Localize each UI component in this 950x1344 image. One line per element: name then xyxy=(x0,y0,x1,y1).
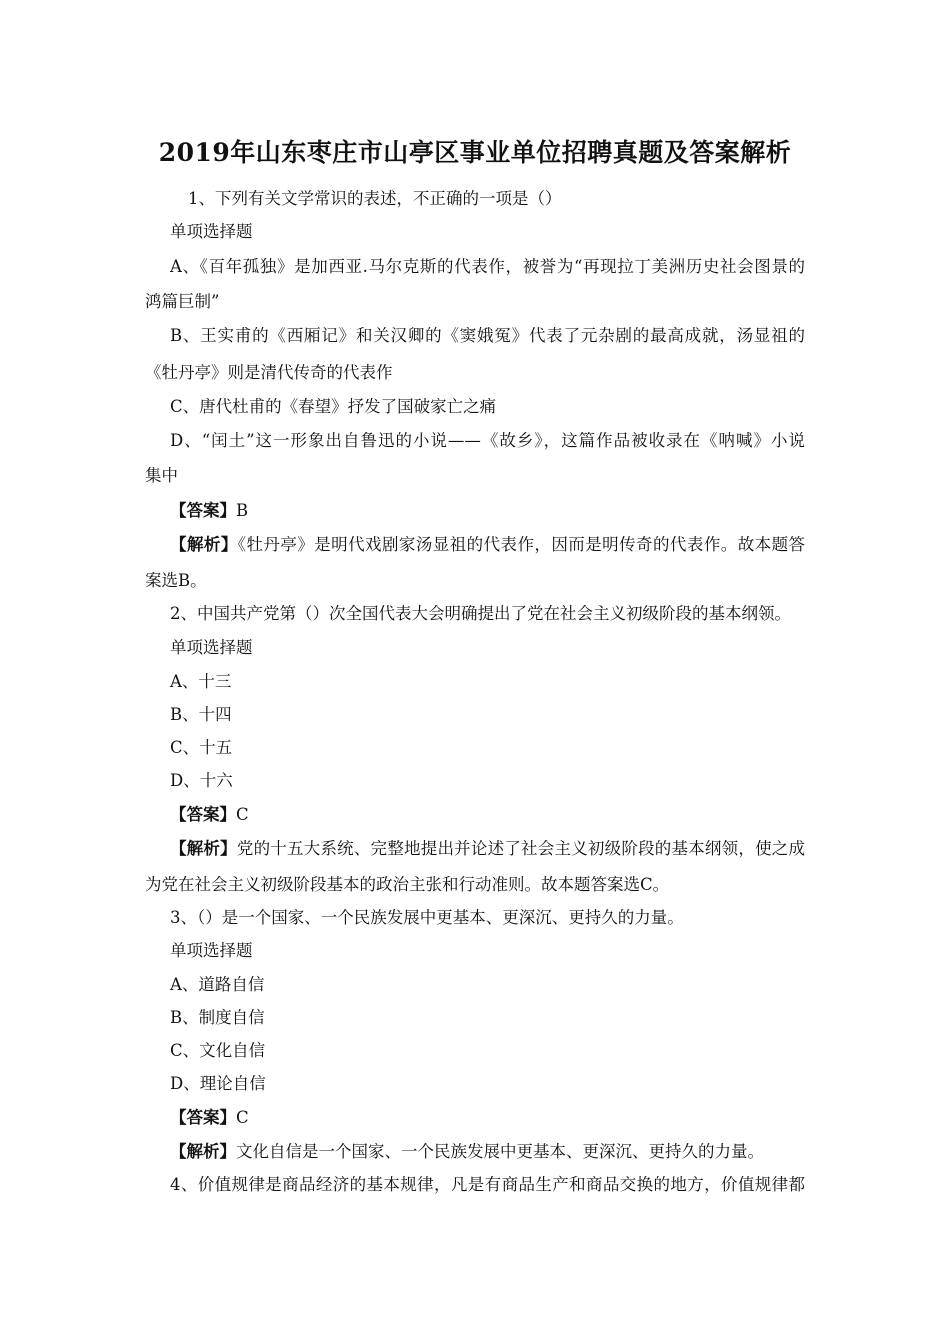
q3-option-b: B、制度自信 xyxy=(170,1008,265,1027)
q2-option-a: A、十三 xyxy=(170,672,232,691)
q2-analysis-label: 【解析】 xyxy=(170,839,237,858)
q2-answer xyxy=(170,805,249,825)
q1-option-c: C、唐代杜甫的《春望》抒发了国破家亡之痛 xyxy=(170,397,497,416)
q1-type: 单项选择题 xyxy=(170,222,253,241)
q2-option-c: C、十五 xyxy=(170,738,233,757)
q2-stem: 2、中国共产党第（）次全国代表大会明确提出了党在社会主义初级阶段的基本纲领。 xyxy=(170,604,791,623)
q1-answer-label: 【答案】 xyxy=(170,501,236,520)
q3-option-a: A、道路自信 xyxy=(170,975,265,994)
q3-analysis-line1 xyxy=(170,1142,764,1162)
q2-analysis-line1 xyxy=(170,839,805,859)
q2-answer-value: C xyxy=(236,805,249,824)
q2-analysis-line2: 为党在社会主义初级阶段基本的政治主张和行动准则。故本题答案选C。 xyxy=(145,875,670,894)
q3-answer-label: 【答案】 xyxy=(170,1108,236,1127)
q1-analysis-label: 【解析】 xyxy=(170,535,238,554)
q1-analysis-line2: 案选B。 xyxy=(145,571,207,590)
q1-analysis-text: 《牡丹亭》是明代戏剧家汤显祖的代表作，因而是明传奇的代表作。故本题答 xyxy=(237,535,806,554)
q4-stem-line1: 4、价值规律是商品经济的基本规律，凡是有商品生产和商品交换的地方，价值规律都 xyxy=(170,1175,805,1194)
q2-analysis-text: 党的十五大系统、完整地提出并论述了社会主义初级阶段的基本纲领，使之成 xyxy=(236,839,806,858)
q1-option-a-line1: A、《百年孤独》是加西亚.马尔克斯的代表作，被誉为“再现拉丁美洲历史社会图景的 xyxy=(170,257,805,276)
q2-answer-label: 【答案】 xyxy=(170,805,236,824)
q3-analysis-label: 【解析】 xyxy=(170,1142,236,1161)
q3-answer-value: C xyxy=(236,1108,249,1127)
q3-option-c: C、文化自信 xyxy=(170,1041,266,1060)
q2-option-b: B、十四 xyxy=(170,705,232,724)
document-title: 2019年山东枣庄市山亭区事业单位招聘真题及答案解析 xyxy=(158,138,792,167)
q1-stem: 1、下列有关文学常识的表述，不正确的一项是（） xyxy=(188,189,562,208)
q3-answer xyxy=(170,1108,249,1128)
q1-option-a-line2: 鸿篇巨制” xyxy=(145,292,220,311)
q1-option-b-line2: 《牡丹亭》则是清代传奇的代表作 xyxy=(145,363,393,382)
q1-answer xyxy=(170,501,248,521)
q2-option-d: D、十六 xyxy=(170,771,233,790)
q3-option-d: D、理论自信 xyxy=(170,1074,266,1093)
q1-option-d-line1: D、“闰土”这一形象出自鲁迅的小说——《故乡》，这篇作品被收录在《呐喊》小说 xyxy=(170,431,805,450)
q1-answer-value: B xyxy=(236,501,249,520)
q1-option-b-line1: B、王实甫的《西厢记》和关汉卿的《窦娥冤》代表了元杂剧的最高成就，汤显祖的 xyxy=(170,326,805,345)
q3-stem: 3、（）是一个国家、一个民族发展中更基本、更深沉、更持久的力量。 xyxy=(170,908,684,927)
q1-analysis-line1 xyxy=(170,535,805,555)
q1-option-d-line2: 集中 xyxy=(145,466,178,485)
q3-type: 单项选择题 xyxy=(170,941,253,960)
q2-type: 单项选择题 xyxy=(170,638,253,657)
q3-analysis-text: 文化自信是一个国家、一个民族发展中更基本、更深沉、更持久的力量。 xyxy=(236,1142,764,1161)
